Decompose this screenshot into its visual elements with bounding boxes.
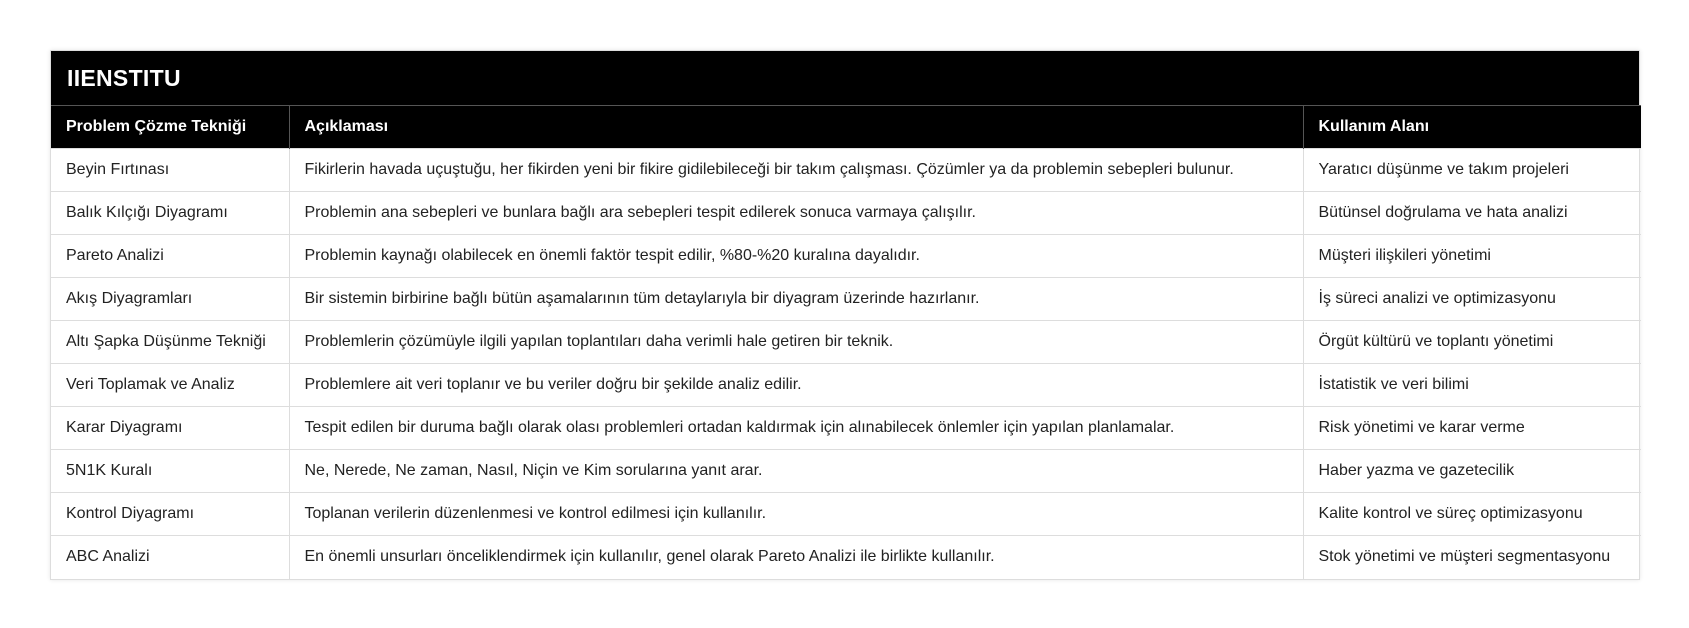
cell-technique: Akış Diyagramları xyxy=(51,278,289,321)
table-row xyxy=(51,321,1641,364)
table-row xyxy=(51,450,1641,493)
table-row xyxy=(51,493,1641,536)
cell-technique: Altı Şapka Düşünme Tekniği xyxy=(51,321,289,364)
cell-usage-area: Yaratıcı düşünme ve takım projeleri xyxy=(1303,149,1641,192)
table-row xyxy=(51,407,1641,450)
table-row xyxy=(51,149,1641,192)
cell-usage-area: Örgüt kültürü ve toplantı yönetimi xyxy=(1303,321,1641,364)
cell-description: En önemli unsurları önceliklendirmek için kullanılır, genel olarak Pareto Analizi ile birlikte kullanılır. xyxy=(289,536,1303,579)
brand-title: IIENSTITU xyxy=(51,51,1639,105)
cell-description: Problemlere ait veri toplanır ve bu veriler doğru bir şekilde analiz edilir. xyxy=(289,364,1303,407)
cell-usage-area: Bütünsel doğrulama ve hata analizi xyxy=(1303,192,1641,235)
table-row xyxy=(51,536,1641,579)
table-header-row xyxy=(51,106,1641,149)
table-row xyxy=(51,278,1641,321)
cell-technique: 5N1K Kuralı xyxy=(51,450,289,493)
techniques-table-container xyxy=(50,50,1640,580)
cell-description: Bir sistemin birbirine bağlı bütün aşamalarının tüm detaylarıyla bir diyagram üzerinde hazırlanır. xyxy=(289,278,1303,321)
cell-technique: Beyin Fırtınası xyxy=(51,149,289,192)
table-row xyxy=(51,364,1641,407)
cell-description: Problemin kaynağı olabilecek en önemli faktör tespit edilir, %80-%20 kuralına dayalıdır. xyxy=(289,235,1303,278)
cell-description: Problemlerin çözümüyle ilgili yapılan toplantıları daha verimli hale getiren bir teknik. xyxy=(289,321,1303,364)
table-row xyxy=(51,235,1641,278)
cell-technique: Kontrol Diyagramı xyxy=(51,493,289,536)
cell-technique: ABC Analizi xyxy=(51,536,289,579)
cell-usage-area: Risk yönetimi ve karar verme xyxy=(1303,407,1641,450)
header-technique: Problem Çözme Tekniği xyxy=(51,106,289,149)
techniques-table xyxy=(51,105,1641,579)
cell-usage-area: İstatistik ve veri bilimi xyxy=(1303,364,1641,407)
cell-description: Tespit edilen bir duruma bağlı olarak olası problemleri ortadan kaldırmak için alınabilecek önlemler için yapılan planlamalar. xyxy=(289,407,1303,450)
cell-description: Fikirlerin havada uçuştuğu, her fikirden yeni bir fikire gidilebileceği bir takım çalışması. Çözümler ya da problemin sebepleri bulunur. xyxy=(289,149,1303,192)
header-usage-area: Kullanım Alanı xyxy=(1303,106,1641,149)
cell-description: Toplanan verilerin düzenlenmesi ve kontrol edilmesi için kullanılır. xyxy=(289,493,1303,536)
cell-usage-area: Stok yönetimi ve müşteri segmentasyonu xyxy=(1303,536,1641,579)
cell-technique: Veri Toplamak ve Analiz xyxy=(51,364,289,407)
cell-description: Problemin ana sebepleri ve bunlara bağlı ara sebepleri tespit edilerek sonuca varmaya çalışılır. xyxy=(289,192,1303,235)
cell-usage-area: İş süreci analizi ve optimizasyonu xyxy=(1303,278,1641,321)
cell-description: Ne, Nerede, Ne zaman, Nasıl, Niçin ve Kim sorularına yanıt arar. xyxy=(289,450,1303,493)
cell-usage-area: Haber yazma ve gazetecilik xyxy=(1303,450,1641,493)
cell-usage-area: Müşteri ilişkileri yönetimi xyxy=(1303,235,1641,278)
cell-technique: Karar Diyagramı xyxy=(51,407,289,450)
cell-technique: Balık Kılçığı Diyagramı xyxy=(51,192,289,235)
cell-technique: Pareto Analizi xyxy=(51,235,289,278)
header-description: Açıklaması xyxy=(289,106,1303,149)
cell-usage-area: Kalite kontrol ve süreç optimizasyonu xyxy=(1303,493,1641,536)
table-row xyxy=(51,192,1641,235)
